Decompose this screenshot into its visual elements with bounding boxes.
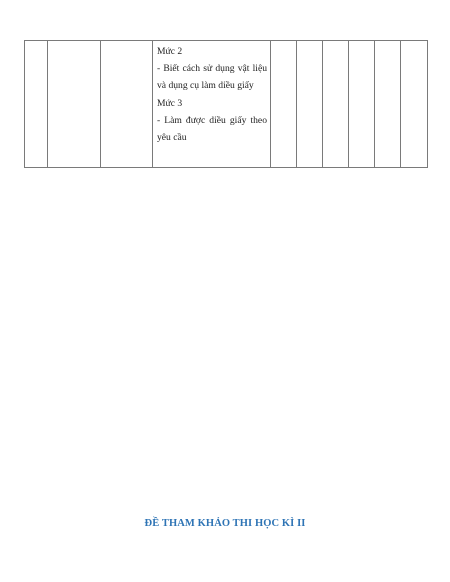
table-cell-empty bbox=[297, 41, 323, 168]
table-cell-empty bbox=[101, 41, 153, 168]
table-cell-empty bbox=[271, 41, 297, 168]
table-cell-criteria bbox=[153, 41, 271, 168]
level-2-heading: Mức 2 bbox=[157, 46, 183, 57]
table-row bbox=[25, 41, 428, 168]
level-3-description: - Làm được diều giấy theo yêu cầu bbox=[157, 114, 267, 144]
assessment-table bbox=[24, 40, 428, 168]
table-cell-empty bbox=[375, 41, 401, 168]
table-cell-empty bbox=[25, 41, 48, 168]
table-cell-empty bbox=[48, 41, 101, 168]
exam-reference-title: ĐỀ THAM KHẢO THI HỌC KÌ II bbox=[144, 518, 306, 529]
level-2-description: - Biết cách sử dụng vật liệu và dụng cụ làm diều giấy bbox=[157, 63, 267, 92]
table-cell-empty bbox=[401, 41, 428, 168]
table-cell-empty bbox=[323, 41, 349, 168]
table-cell-empty bbox=[349, 41, 375, 168]
level-3-heading: Mức 3 bbox=[157, 97, 183, 109]
